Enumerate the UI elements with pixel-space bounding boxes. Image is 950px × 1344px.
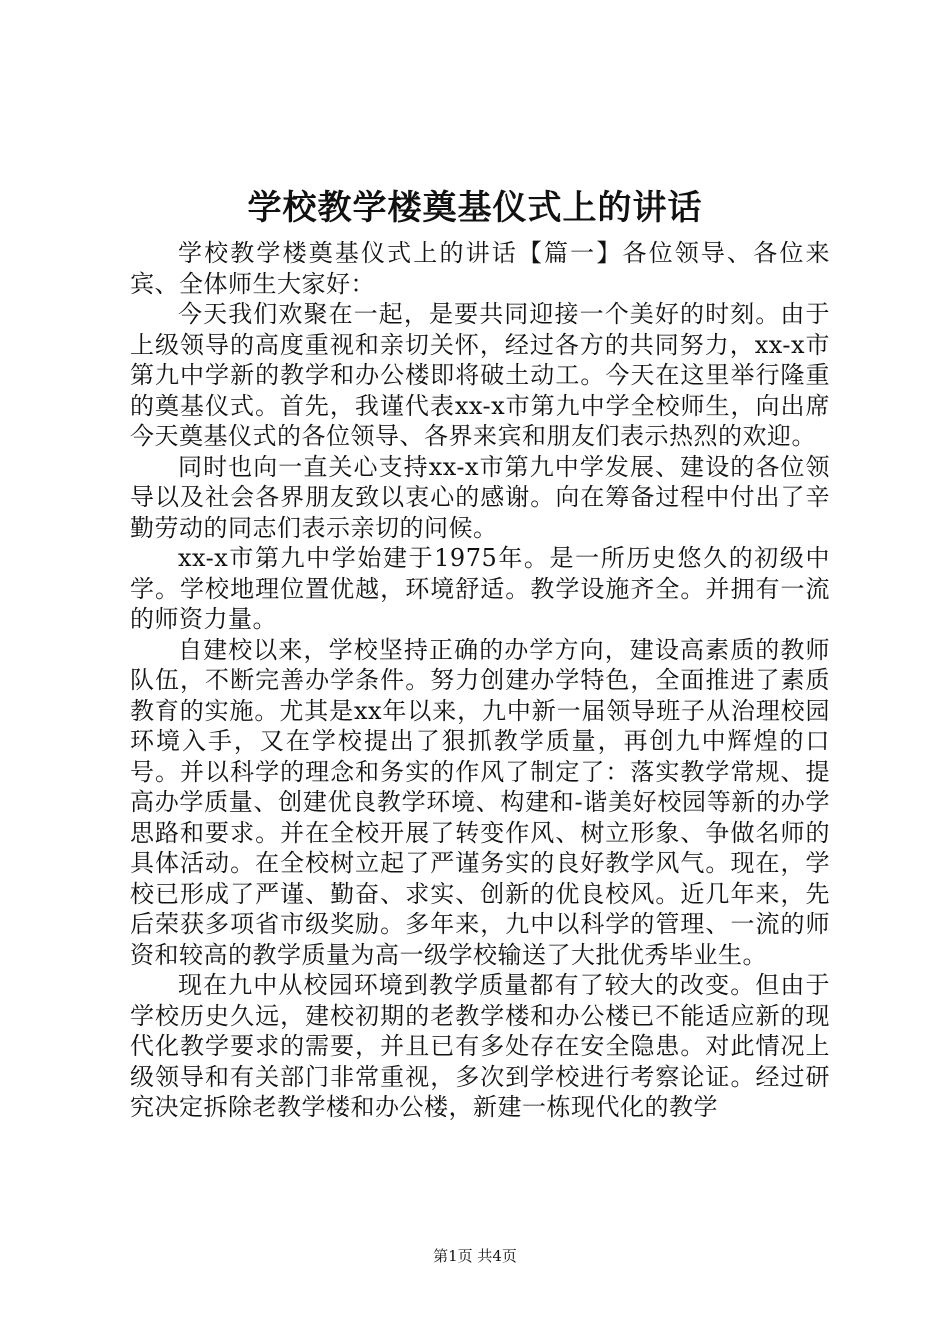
paragraph-2: 今天我们欢聚在一起，是要共同迎接一个美好的时刻。由于上级领导的高度重视和亲切关怀，经过各方的共同努力，xx-x市第九中学新的教学和办公楼即将破土动工。今天在这里举行隆重的奠基仪式。首先，我谨代表xx-x市第九中学全校师生，向出席今天奠基仪式的各位领导、各界来宾和朋友们表示热烈的欢迎。 (130, 300, 830, 450)
paragraph-3: 同时也向一直关心支持xx-x市第九中学发展、建设的各位领导以及社会各界朋友致以衷心的感谢。向在筹备过程中付出了辛勤劳动的同志们表示亲切的问候。 (130, 452, 830, 542)
document-body (130, 238, 830, 1188)
paragraph-4: xx-x市第九中学始建于1975年。是一所历史悠久的初级中学。学校地理位置优越，环境舒适。教学设施齐全。并拥有一流的师资力量。 (130, 544, 830, 633)
paragraph-6: 现在九中从校园环境到教学质量都有了较大的改变。但由于学校历史久远，建校初期的老教学楼和办公楼已不能适应新的现代化教学要求的需要，并且已有多处存在安全隐患。对此情况上级领导和有关部门非常重视，多次到学校进行考察论证。经过研究决定拆除老教学楼和办公楼，新建一栋现代化的教学 (130, 971, 830, 1121)
paragraph-5: 自建校以来，学校坚持正确的办学方向，建设高素质的教师队伍，不断完善办学条件。努力创建办学特色，全面推进了素质教育的实施。尤其是xx年以来，九中新一届领导班子从治理校园环境入手，又在学校提出了狠抓教学质量，再创九中辉煌的口号。并以科学的理念和务实的作风了制定了：落实教学常规、提高办学质量、创建优良教学环境、构建和-谐美好校园等新的办学思路和要求。并在全校开展了转变作风、树立形象、争做名师的具体活动。在全校树立起了严谨务实的良好教学风气。现在，学校已形成了严谨、勤奋、求实、创新的优良校风。近几年来，先后荣获多项省市级奖励。多年来，九中以科学的管理、一流的师资和较高的教学质量为高一级学校输送了大批优秀毕业生。 (130, 635, 830, 969)
page-number-footer: 第1页 共4页 (433, 1247, 517, 1265)
paragraph-1: 学校教学楼奠基仪式上的讲话【篇一】各位领导、各位来宾、全体师生大家好： (130, 239, 830, 298)
document-title: 学校教学楼奠基仪式上的讲话 (247, 188, 703, 228)
